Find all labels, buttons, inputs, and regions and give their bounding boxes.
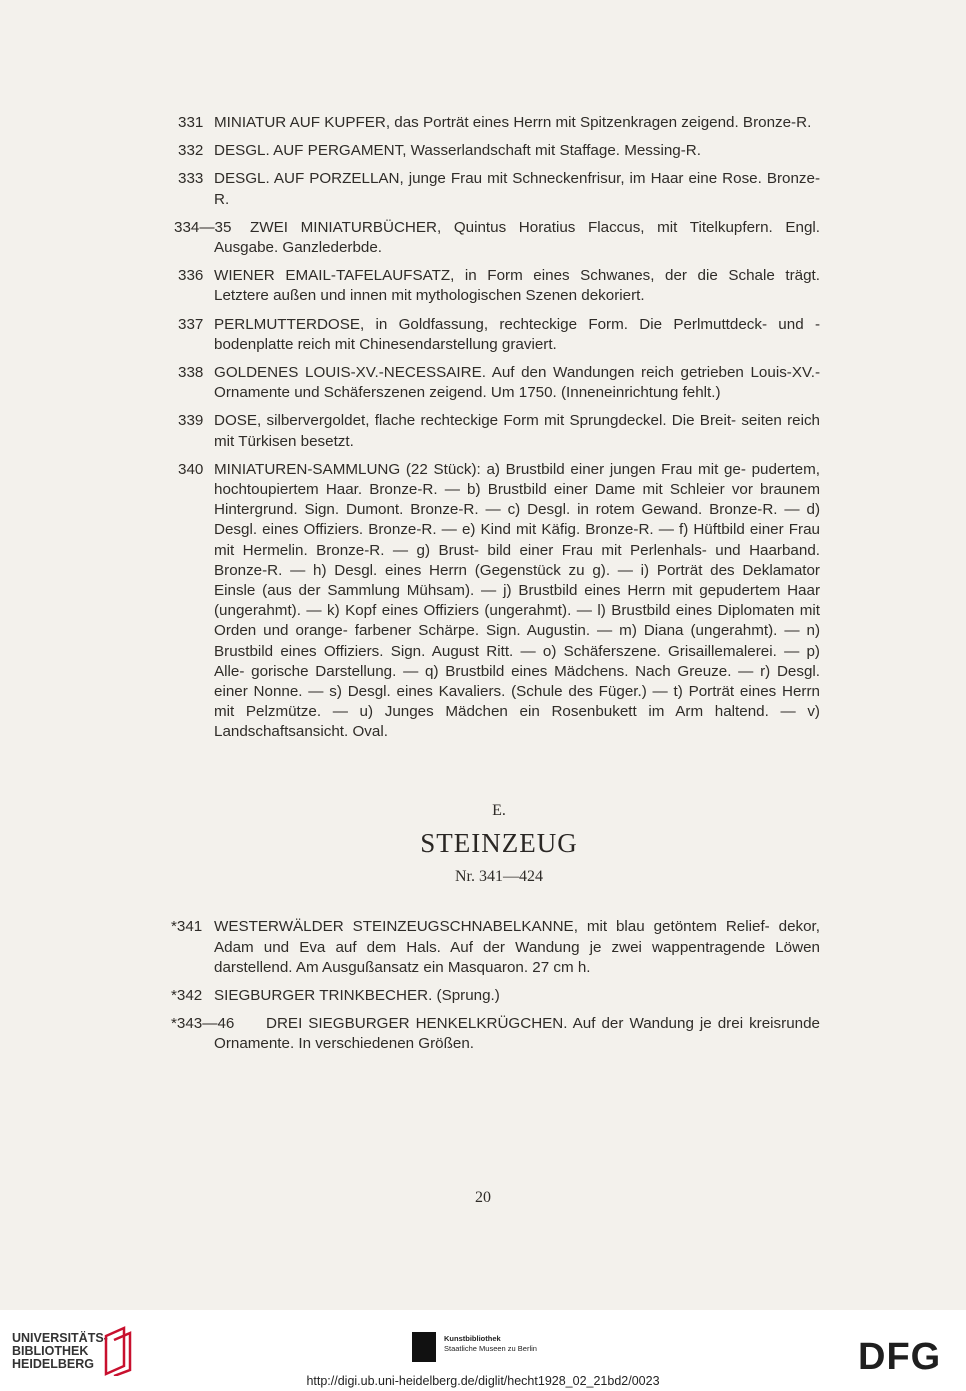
ub-heidelberg-logo[interactable]: [12, 1332, 108, 1371]
kunstbibliothek-text: [444, 1334, 537, 1354]
catalog-entry-332: [178, 141, 820, 161]
catalog-entry-336: [178, 266, 820, 306]
entry-number: *342: [171, 986, 203, 1004]
section-heading: [178, 801, 820, 888]
entry-number: 334—35: [174, 218, 232, 236]
entry-number: *341: [171, 918, 203, 936]
entry-text: DOSE, silbervergoldet, flache rechteckige Form mit Sprungdeckel. Die Breit- seiten reich mit Türkisen besetzt.: [214, 412, 820, 450]
catalog-entry-342: [171, 986, 820, 1006]
kb-name: Kunstbibliothek: [444, 1334, 501, 1343]
entry-text: DESGL. AUF PORZELLAN, junge Frau mit Schneckenfrisur, im Haar eine Rose. Bronze-R.: [214, 170, 820, 208]
entry-number: 340: [178, 460, 204, 478]
entry-text: DESGL. AUF PERGAMENT, Wasserlandschaft mit Staffage. Messing-R.: [214, 142, 701, 160]
ub-logo-line: BIBLIOTHEK: [12, 1344, 89, 1358]
catalog-entry-339: [178, 411, 820, 451]
page-number: 20: [475, 1189, 491, 1206]
entry-number: 333: [178, 170, 204, 188]
entry-number: 337: [178, 315, 204, 333]
catalog-entry-334-35: [174, 218, 820, 258]
catalog-entry-333: [178, 169, 820, 209]
section-range: Nr. 341—424: [455, 868, 543, 886]
entry-text: MINIATUR AUF KUPFER, das Porträt eines Herrn mit Spitzenkragen zeigend. Bronze-R.: [214, 114, 812, 131]
kb-subtitle: Staatliche Museen zu Berlin: [444, 1344, 537, 1353]
catalog-entry-340: [178, 460, 820, 743]
page-content: [171, 113, 820, 1063]
dfg-logo[interactable]: DFG: [858, 1336, 942, 1378]
entry-number: *343—46: [171, 1015, 235, 1033]
catalog-entry-343-46: [171, 1014, 820, 1054]
entry-text: MINIATUREN-SAMMLUNG (22 Stück): a) Brustbild einer jungen Frau mit ge- pudertem, hochtoupiertem Haar. Bronze-R. — b) Brustbild einer Dame mit Schleier vor braunem Hintergrund. Sign. Dumont. Bronze-R. — c) Desgl. in rotem Gewand. Bronze-R. — d) Desgl. eines Offiziers. Bronze-R. — e) Kind mit Käfig. Bronze-R. — f) Hüftbild einer Frau mit Hermelin. Bronze-R. — g) Brust- bild einer Frau mit Perlenhals- und Haarband. Bronze-R. — h) Desgl. eines Herrn (Gegenstück zu g). — i) Porträt des Deklamator Einsle (aus der Sammlung Mühsam). — j) Brustbild eines Herrn mit gepudertem Haar (ungerahmt). — k) Kopf eines Offiziers (ungerahmt). — l) Brustbild eines Diplomaten mit Orden und orange- farbener Schärpe. Sign. Augustin. — m) Diana (ungerahmt). — n) Brustbild eines Offiziers. Sign. August Ritt. — o) Schäferszene. Grisaillemalerei. — p) Alle- gorische Darstellung. — q) Brustbild eines Mädchens. Nach Greuze. — r) Desgl. einer Nonne. — s) Desgl. eines Kavaliers. (Schule des Füger.) — t) Porträt eines Herrn mit Pelzmütze. — u) Junges Mädchen ein Rosenbukett im Arm haltend. — v) Landschaftsansicht. Oval.: [214, 460, 820, 741]
entry-text: WIENER EMAIL-TAFELAUFSATZ, in Form eines Schwanes, der die Schale trägt. Letztere außen und innen mit mythologischen Szenen dekoriert.: [214, 267, 820, 305]
catalog-entry-331: [178, 113, 820, 133]
entry-text: SIEGBURGER TRINKBECHER. (Sprung.): [214, 986, 500, 1004]
entry-text: WESTERWÄLDER STEINZEUGSCHNABELKANNE, mit blau getöntem Relief- dekor, Adam und Eva auf dem Hals. Auf der Wandung je zwei wappentragende Löwen darstellend. Am Ausgußansatz ein Masquaron. 27 cm h.: [214, 918, 820, 976]
entry-number: 338: [178, 364, 204, 382]
entry-text: PERLMUTTERDOSE, in Goldfassung, rechteckige Form. Die Perlmuttdeck- und -bodenplatte reich mit Chinesendarstellung graviert.: [214, 315, 820, 353]
ub-logo-line: UNIVERSITÄTS-: [12, 1331, 108, 1345]
entry-number: 336: [178, 267, 204, 285]
entry-number: 332: [178, 142, 204, 160]
section-letter: E.: [492, 801, 506, 819]
entry-number: 339: [178, 412, 204, 430]
ub-heidelberg-emblem-icon: [104, 1326, 132, 1376]
catalog-entry-341: [171, 917, 820, 978]
source-url-link[interactable]: http://digi.ub.uni-heidelberg.de/diglit/hecht1928_02_21bd2/0023: [306, 1374, 660, 1388]
entry-number: 331: [178, 114, 204, 131]
section-title: STEINZEUG: [420, 827, 578, 858]
digitization-footer: [0, 1310, 966, 1391]
entry-text: ZWEI MINIATURBÜCHER, Quintus Horatius Flaccus, mit Titelkupfern. Engl. Ausgabe. Ganzlederbde.: [214, 218, 820, 257]
entry-text: GOLDENES LOUIS-XV.-NECESSAIRE. Auf den Wandungen reich getrieben Louis-XV.-Ornamente und Schäferszenen zeigend. Um 1750. (Inneneinrichtung fehlt.): [214, 364, 820, 402]
kunstbibliothek-emblem-icon: [412, 1332, 436, 1362]
catalog-entry-337: [178, 315, 820, 355]
catalog-entry-338: [178, 363, 820, 403]
ub-logo-line: HEIDELBERG: [12, 1357, 94, 1371]
entry-text: DREI SIEGBURGER HENKELKRÜGCHEN. Auf der Wandung je drei kreisrunde Ornamente. In verschiedenen Größen.: [214, 1015, 820, 1053]
